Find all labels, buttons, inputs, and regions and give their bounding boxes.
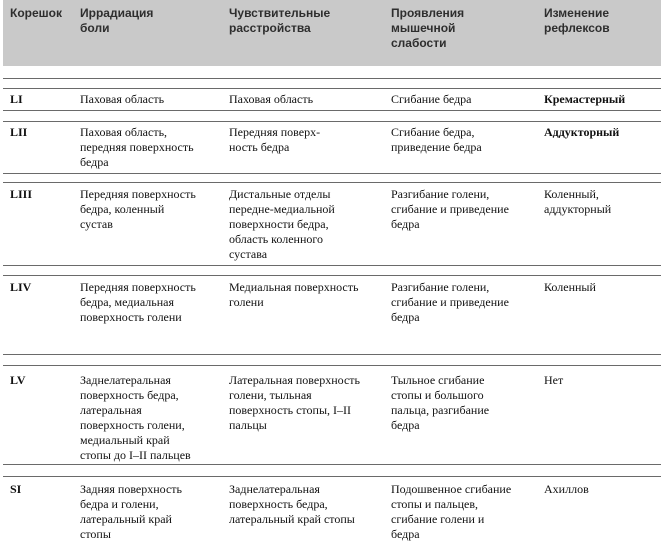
pain-cell: Передняя поверхность бедра, коленный сустав bbox=[80, 187, 196, 231]
pain-cell: Передняя поверхность бедра, медиальная поверхность голени bbox=[80, 280, 196, 324]
reflex-cell: Коленный bbox=[544, 280, 596, 294]
row-divider bbox=[3, 78, 661, 79]
row-divider bbox=[3, 121, 661, 122]
row-divider bbox=[3, 182, 661, 183]
row-divider bbox=[3, 173, 661, 174]
row-divider bbox=[3, 265, 661, 266]
pain-cell: Паховая область, передняя поверхность бедра bbox=[80, 125, 194, 169]
root-cell: LII bbox=[10, 125, 28, 139]
pain-cell: Заднелатеральная поверхность бедра, латеральная поверхность голени, медиальный край стопы до I–II пальцев bbox=[80, 373, 191, 462]
sensory-cell: Дистальные отделы передне-медиальной поверхности бедра, область коленного сустава bbox=[229, 187, 335, 261]
header-pain: Иррадиация боли bbox=[80, 6, 154, 35]
root-cell: LIII bbox=[10, 187, 33, 201]
weakness-cell: Подошвенное сгибание стопы и пальцев, сгибание голени и бедра bbox=[391, 482, 512, 541]
header-reflex: Изменение рефлексов bbox=[544, 6, 610, 35]
reflex-cell: Аддукторный bbox=[544, 125, 620, 139]
pain-cell: Задняя поверхность бедра и голени, латеральный край стопы bbox=[80, 482, 183, 541]
sensory-cell: Латеральная поверхность голени, тыльная поверхность стопы, I–II пальцы bbox=[229, 373, 360, 432]
row-divider bbox=[3, 476, 661, 477]
sensory-cell: Заднелатеральная поверхность бедра, латеральный край стопы bbox=[229, 482, 355, 526]
header-sensory: Чувствительные расстройства bbox=[229, 6, 331, 35]
reflex-cell: Ахиллов bbox=[544, 482, 589, 496]
row-divider bbox=[3, 464, 661, 465]
header-root: Корешок bbox=[10, 6, 62, 20]
root-cell: LV bbox=[10, 373, 26, 387]
root-cell: LIV bbox=[10, 280, 32, 294]
weakness-cell: Разгибание голени, сгибание и приведение бедра bbox=[391, 280, 509, 324]
sensory-cell: Передняя поверх- ность бедра bbox=[229, 125, 321, 154]
header-weakness: Проявления мышечной слабости bbox=[391, 6, 465, 50]
row-divider bbox=[3, 354, 661, 355]
weakness-cell: Сгибание бедра, приведение бедра bbox=[391, 125, 482, 154]
reflex-cell: Коленный, аддукторный bbox=[544, 187, 612, 216]
weakness-cell: Тыльное сгибание стопы и большого пальца, разгибание бедра bbox=[391, 373, 490, 432]
root-cell: LI bbox=[10, 92, 23, 106]
reflex-cell: Кремастерный bbox=[544, 92, 626, 106]
reflex-cell: Нет bbox=[544, 373, 564, 387]
pain-cell: Паховая область bbox=[80, 92, 165, 106]
sensory-cell: Паховая область bbox=[229, 92, 314, 106]
row-divider bbox=[3, 88, 661, 89]
row-divider bbox=[3, 365, 661, 366]
sensory-cell: Медиальная поверхность голени bbox=[229, 280, 359, 309]
weakness-cell: Разгибание голени, сгибание и приведение бедра bbox=[391, 187, 509, 231]
weakness-cell: Сгибание бедра bbox=[391, 92, 472, 106]
root-cell: SI bbox=[10, 482, 22, 496]
row-divider bbox=[3, 110, 661, 111]
row-divider bbox=[3, 275, 661, 276]
